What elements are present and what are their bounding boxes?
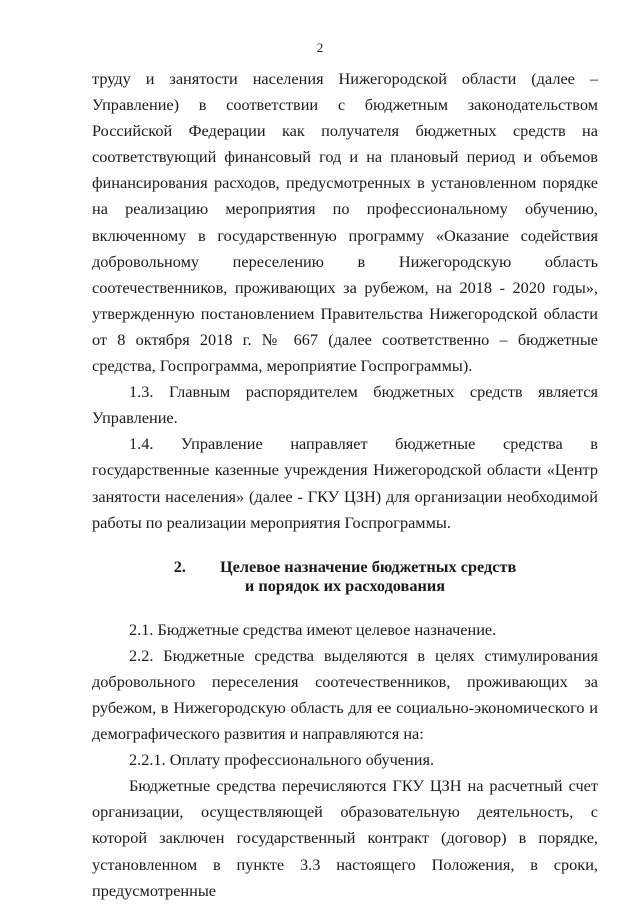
paragraph-2-2: 2.2. Бюджетные средства выделяются в целях стимулирования добровольного переселения соотечественников, проживающих за рубежом, в Нижегородскую область для ее социально-экономического и демографического развития и направляются на: xyxy=(92,645,598,744)
section-title-line1: Целевое назначение бюджетных средств xyxy=(219,556,517,576)
section-number: 2. xyxy=(173,556,186,576)
paragraph-1-4: 1.4. Управление направляет бюджетные средства в государственные казенные учреждения Нижегородской области «Центр занятости населения» (далее - ГКУ ЦЗН) для организации необходимой работы по реализации мероприятия Госпрограммы. xyxy=(92,434,598,532)
section-heading xyxy=(92,557,598,596)
document-body xyxy=(92,66,598,904)
paragraph-1-3: 1.3. Главным распорядителем бюджетных средств является Управление. xyxy=(92,382,598,428)
paragraph-2-2-1: 2.2.1. Оплату профессионального обучения. xyxy=(129,750,435,770)
paragraph-transfer-funds: Бюджетные средства перечисляются ГКУ ЦЗН на расчетный счет организации, осуществляющей образовательную деятельность, с которой заключен государственный контракт (договор) в порядке, установленном в пункте 3.3 настоящего Положения, в сроки, предусмотренные xyxy=(92,776,598,900)
section-heading-line1 xyxy=(92,557,598,577)
paragraph-2-1: 2.1. Бюджетные средства имеют целевое назначение. xyxy=(129,619,497,639)
page-number: 2 xyxy=(316,40,324,55)
section-title-line2: и порядок их расходования xyxy=(244,576,446,596)
paragraph-management-funding: труду и занятости населения Нижегородской области (далее – Управление) в соответствии с бюджетным законодательством Российской Федерации как получателя бюджетных средств на соответствующий финансовый год и на плановый период и объемов финансирования расходов, предусмотренных в установленном порядке на реализацию мероприятия по профессиональному обучению, включенному в государственную программу «Оказание содействия добровольному переселению в Нижегородскую область соотечественников, проживающих за рубежом, на 2018 - 2020 годы», утвержденную постановлением Правительства Нижегородской области от 8 октября 2018 г. № 667 (далее соответственно – бюджетные средства, Госпрограмма, мероприятие Госпрограммы). xyxy=(92,69,598,376)
